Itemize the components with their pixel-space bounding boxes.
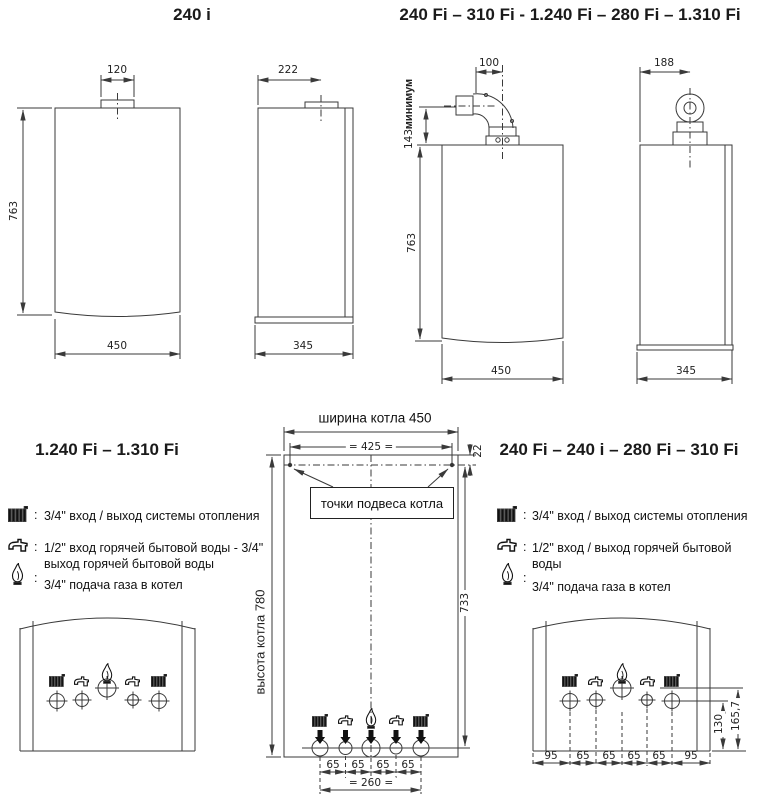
header-240fi-240i-280fi-310fi: 240 Fi – 240 i – 280 Fi – 310 Fi bbox=[499, 440, 739, 459]
dim-width-240i: 450 bbox=[106, 340, 128, 352]
flame-icon bbox=[13, 563, 23, 584]
flame-icon bbox=[617, 664, 626, 684]
label-minimum: минимум bbox=[403, 78, 415, 130]
legend-separator: : bbox=[523, 571, 527, 585]
dim-depth-fi: 345 bbox=[675, 365, 697, 377]
hanger-points-box bbox=[310, 487, 454, 519]
legend-separator: : bbox=[34, 540, 38, 554]
dim-connections-to-bottom: 130 bbox=[713, 711, 725, 737]
dim-pipe-spacing: 65 bbox=[627, 750, 641, 762]
faucet-icon bbox=[589, 677, 603, 686]
front-view-fi bbox=[415, 65, 563, 384]
radiator-icon bbox=[664, 674, 679, 686]
label-boiler-height: высота котла 780 bbox=[252, 589, 268, 695]
dim-flue-offset-240i: 222 bbox=[277, 64, 299, 76]
dim-edge-offset: 95 bbox=[544, 750, 558, 762]
bottom-view-right bbox=[533, 618, 746, 766]
dim-flue-width-fi: 100 bbox=[478, 57, 500, 69]
faucet-icon bbox=[498, 540, 516, 552]
dim-height-fi: 763 bbox=[406, 232, 418, 254]
dim-pipe-spacing: 65 bbox=[652, 750, 666, 762]
dim-pipe-spacing: 65 bbox=[351, 759, 365, 771]
faucet-icon bbox=[641, 677, 655, 686]
radiator-icon bbox=[413, 714, 428, 726]
legend-separator: : bbox=[34, 508, 38, 522]
dim-hanger-offset: 22 bbox=[472, 444, 484, 458]
faucet-icon bbox=[75, 677, 89, 686]
dim-depth-240i: 345 bbox=[292, 340, 314, 352]
dim-pipe-spacing: 65 bbox=[576, 750, 590, 762]
dim-flue-width-240i: 120 bbox=[106, 64, 128, 76]
legend-separator: : bbox=[34, 571, 38, 585]
dim-flue-offset-fi: 188 bbox=[653, 57, 675, 69]
hanger-points-label: точки подвеса котла bbox=[320, 495, 444, 511]
faucet-icon bbox=[339, 716, 353, 725]
radiator-icon bbox=[151, 674, 166, 686]
side-view-240i bbox=[255, 75, 353, 359]
dim-gas-to-bottom: 165,7 bbox=[730, 698, 742, 734]
rear-view bbox=[266, 427, 476, 794]
flame-icon bbox=[503, 563, 513, 584]
radiator-icon bbox=[49, 674, 64, 686]
dim-pipe-spacing: 65 bbox=[401, 759, 415, 771]
dim-flue-clearance: 143 bbox=[403, 128, 415, 150]
legend-heating-text: 3/4" вход / выход системы отопления bbox=[44, 509, 260, 523]
legend-separator: : bbox=[523, 540, 527, 554]
header-fi-models: 240 Fi – 310 Fi - 1.240 Fi – 280 Fi – 1.310 Fi bbox=[399, 5, 741, 24]
dim-width-fi: 450 bbox=[490, 365, 512, 377]
legend-gas-text: 3/4" подача газа в котел bbox=[532, 580, 671, 594]
bottom-view-left bbox=[20, 618, 195, 751]
faucet-icon bbox=[390, 716, 404, 725]
legend-separator: : bbox=[523, 508, 527, 522]
radiator-icon bbox=[562, 674, 577, 686]
header-1240fi-1310fi: 1.240 Fi – 1.310 Fi bbox=[35, 440, 179, 459]
dim-hanger-spacing: = 425 = bbox=[346, 441, 396, 453]
dim-edge-offset: 95 bbox=[684, 750, 698, 762]
radiator-icon bbox=[498, 506, 517, 522]
dim-pipe-spacing: 65 bbox=[326, 759, 340, 771]
header-240i: 240 i bbox=[173, 5, 211, 24]
side-view-fi bbox=[637, 67, 733, 384]
front-view-240i bbox=[17, 75, 180, 359]
label-boiler-width: ширина котла 450 bbox=[318, 410, 432, 426]
radiator-icon bbox=[312, 714, 327, 726]
dim-pipe-spacing: 65 bbox=[376, 759, 390, 771]
legend-dhw-text: 1/2" вход горячей бытовой воды - 3/4" выход горячей бытовой воды bbox=[44, 541, 264, 571]
dim-connections-span: = 260 = bbox=[346, 777, 396, 789]
faucet-icon bbox=[9, 540, 27, 552]
dim-pipe-spacing: 65 bbox=[602, 750, 616, 762]
flame-icon bbox=[102, 664, 111, 684]
legend-heating-text: 3/4" вход / выход системы отопления bbox=[532, 509, 748, 523]
legend-gas-text: 3/4" подача газа в котел bbox=[44, 578, 183, 592]
hanger-point-left bbox=[288, 463, 291, 466]
radiator-icon bbox=[9, 506, 28, 522]
dim-height-240i: 763 bbox=[8, 200, 20, 222]
legend-dhw-text: 1/2" вход / выход горячей бытовой воды bbox=[532, 541, 732, 571]
dim-hanger-to-connections: 733 bbox=[459, 590, 471, 616]
hanger-point-right bbox=[450, 463, 453, 466]
faucet-icon bbox=[126, 677, 140, 686]
flue-elbow-outer-arc bbox=[473, 94, 513, 128]
